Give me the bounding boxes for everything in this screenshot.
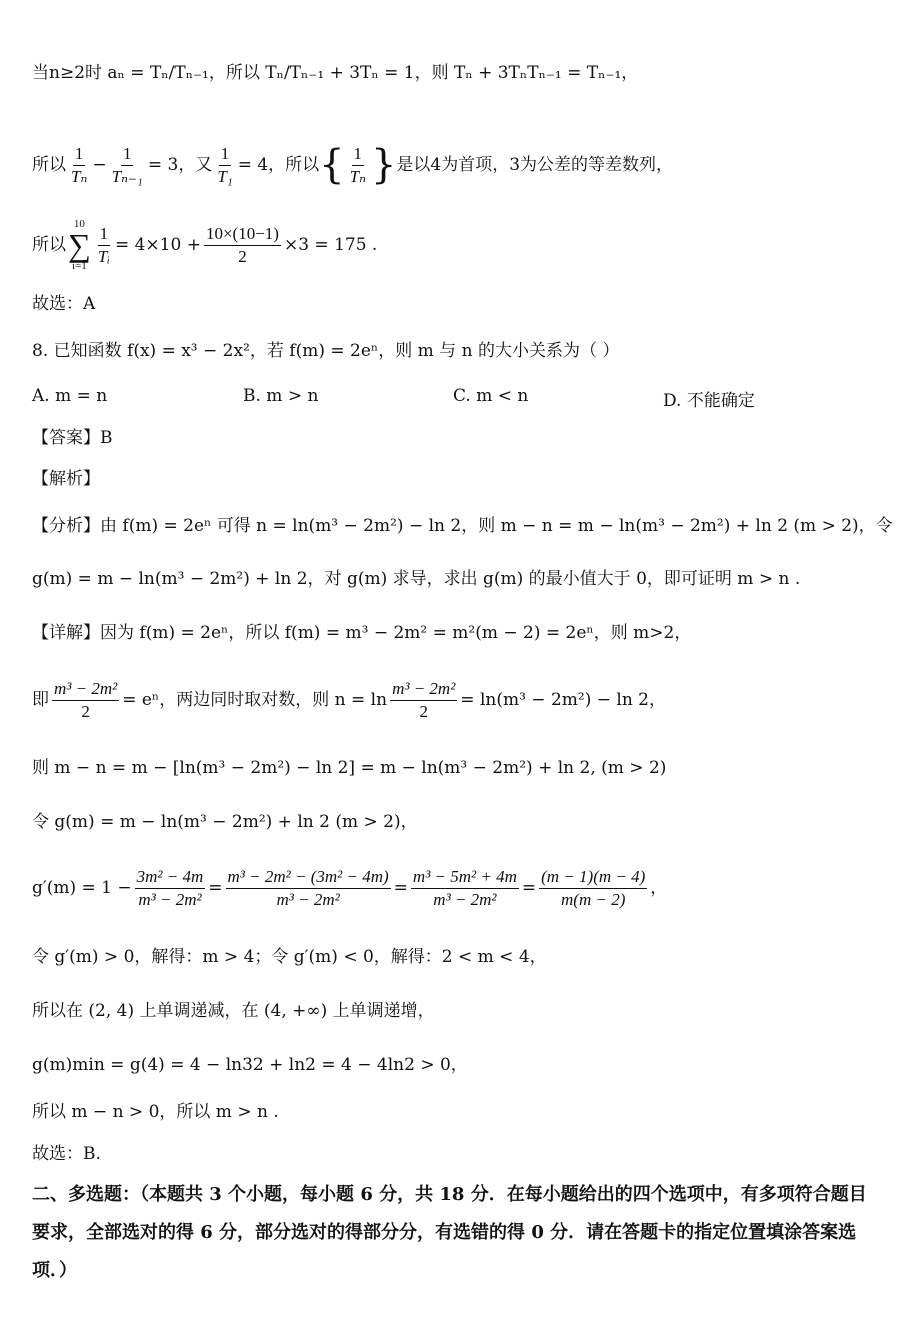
text-line-4: 故选：A	[32, 294, 96, 314]
analysis-heading: 【解析】	[32, 469, 100, 489]
detail-line-1: 【详解】因为 f(m) = 2eⁿ，所以 f(m) = m³ − 2m² = m²(m − 2) = 2eⁿ，则 m>2，	[32, 623, 692, 643]
analysis-line-2: g(m) = m − ln(m³ − 2m²) + ln 2，对 g(m) 求导，求出 g(m) 的最小值大于 0，即可证明 m > n .	[32, 569, 801, 589]
derivative-line: g′(m) = 1 − $\frac{\text{3m² − 4m}}{\text{m³ − 2m²}}$ = $\frac{\text{m³ − 2m² − (3m² − 4m)}}{\text{m³ − 2m²}}$ = $\frac{\text{m³ − 5m² + 4m}}{\text{m³ − 2m²}}$ = $\frac{(m - 1)(m - 4)}{m(m - 2)}$ ，	[32, 866, 668, 909]
detail-line-5: 令 g′(m) > 0，解得：m > 4；令 g′(m) < 0，解得：2 < m < 4，	[32, 947, 547, 967]
text-line-1: 当n≥2时 aₙ = Tₙ/Tₙ₋₁，所以 Tₙ/Tₙ₋₁ + 3Tₙ = 1，则 Tₙ + 3TₙTₙ₋₁ = Tₙ₋₁，	[32, 63, 639, 83]
question-8: 8. 已知函数 f(x) = x³ − 2x²，若 f(m) = 2eⁿ，则 m 与 n 的大小关系为（ ）	[32, 341, 620, 361]
equals-3: = 3	[147, 155, 179, 175]
fraction-brace: $\frac{1}{\text{Tₙ}}$	[349, 143, 366, 186]
text-take-log: = eⁿ，两边同时取对数，则 n = ln	[122, 690, 388, 710]
text-ji: 即	[32, 690, 49, 710]
detail-line-7: g(m)min = g(4) = 4 − ln32 + ln2 = 4 − 4ln2 > 0，	[32, 1055, 468, 1075]
text-ln-result: = ln(m³ − 2m²) − ln 2，	[460, 690, 666, 710]
text-gprime: g′(m) = 1 −	[32, 878, 132, 898]
fraction-1-over-T1: $\frac{1}{\text{T₁}}$	[217, 143, 233, 186]
fraction-m3-2m2-over-2: $\frac{\text{m³ − 2m²}}{2}$	[54, 678, 118, 721]
analysis-line-1: 【分析】由 f(m) = 2eⁿ 可得 n = ln(m³ − 2m²) − ln 2，则 m − n = m − ln(m³ − 2m²) + ln 2 (m > 2)，令	[32, 516, 893, 536]
text-suoyi-2: 所以	[32, 235, 66, 255]
option-a: A. m = n	[32, 386, 108, 406]
section-heading-multi-choice: 二、多选题：（本题共 3 个小题，每小题 6 分，共 18 分．在每小题给出的四个选项中，有多项符合题目要求，全部选对的得 6 分，部分选对的得部分分，有选错的得 0 分．请在答题卡的指定位置填涂答案选项．）	[32, 1184, 867, 1281]
fraction-1-over-Tn-1: $\frac{1}{\text{Tₙ₋₁}}$	[111, 143, 143, 186]
option-d: D. 不能确定	[663, 391, 755, 411]
detail-line-2	[32, 675, 880, 725]
detail-line-8: 所以 m − n > 0，所以 m > n .	[32, 1102, 279, 1122]
detail-line-3: 则 m − n = m − [ln(m³ − 2m²) − ln 2] = m − ln(m³ − 2m²) + ln 2, (m > 2)	[32, 758, 667, 778]
fraction-gp-4: $\frac{(m - 1)(m - 4)}{m(m - 2)}$	[541, 866, 646, 909]
option-b: B. m > n	[243, 386, 319, 406]
detail-line-6: 所以在 (2, 4) 上单调递减，在 (4, +∞) 上单调递增，	[32, 1001, 435, 1021]
fraction-gp-2: $\frac{\text{m³ − 2m² − (3m² − 4m)}}{\text{m³ − 2m²}}$	[227, 866, 389, 909]
answer-label: 【答案】B	[32, 428, 113, 448]
fraction-1-over-Ti: $\frac{1}{\text{Tᵢ}}$	[97, 223, 110, 266]
fraction-arith: $\frac{10\times(10-1)}{2}$	[205, 223, 279, 266]
fraction-gp-1: $\frac{\text{3m² − 4m}}{\text{m³ − 2m²}}$	[136, 866, 204, 909]
text-line-2: 所以 $\frac{1}{\text{Tₙ}}$ − $\frac{1}{\text{Tₙ₋₁}}$ = 3 ，又 $\frac{1}{\text{T₁}}$ = 4，所以 { $\frac{1}{\text{Tₙ}}$ } 是以4为首项，3为公差的等差数列，	[32, 142, 674, 188]
fraction-1-over-Tn: $\frac{1}{\text{Tₙ}}$	[71, 143, 88, 186]
text-comma: ，	[650, 878, 668, 898]
fraction-gp-3: $\frac{\text{m³ − 5m² + 4m}}{\text{m³ − 2m²}}$	[412, 866, 517, 909]
text-175: ×3 = 175 .	[283, 235, 378, 255]
text-you: ，又	[178, 155, 213, 175]
text-equals-4: = 4，所以	[237, 155, 320, 175]
text-line-3	[32, 215, 880, 275]
detail-line-9: 故选：B.	[32, 1144, 101, 1164]
text-sequence: 是以4为首项，3为公差的等差数列，	[396, 155, 674, 175]
text-suoyi: 所以	[32, 155, 66, 175]
fraction-log-arg: $\frac{\text{m³ − 2m²}}{2}$	[392, 678, 456, 721]
text-4x10: = 4×10 +	[114, 235, 201, 255]
option-c: C. m < n	[453, 386, 529, 406]
detail-line-4: 令 g(m) = m − ln(m³ − 2m²) + ln 2 (m > 2)，	[32, 812, 418, 832]
summation: 10 ∑ i=1	[68, 218, 91, 272]
